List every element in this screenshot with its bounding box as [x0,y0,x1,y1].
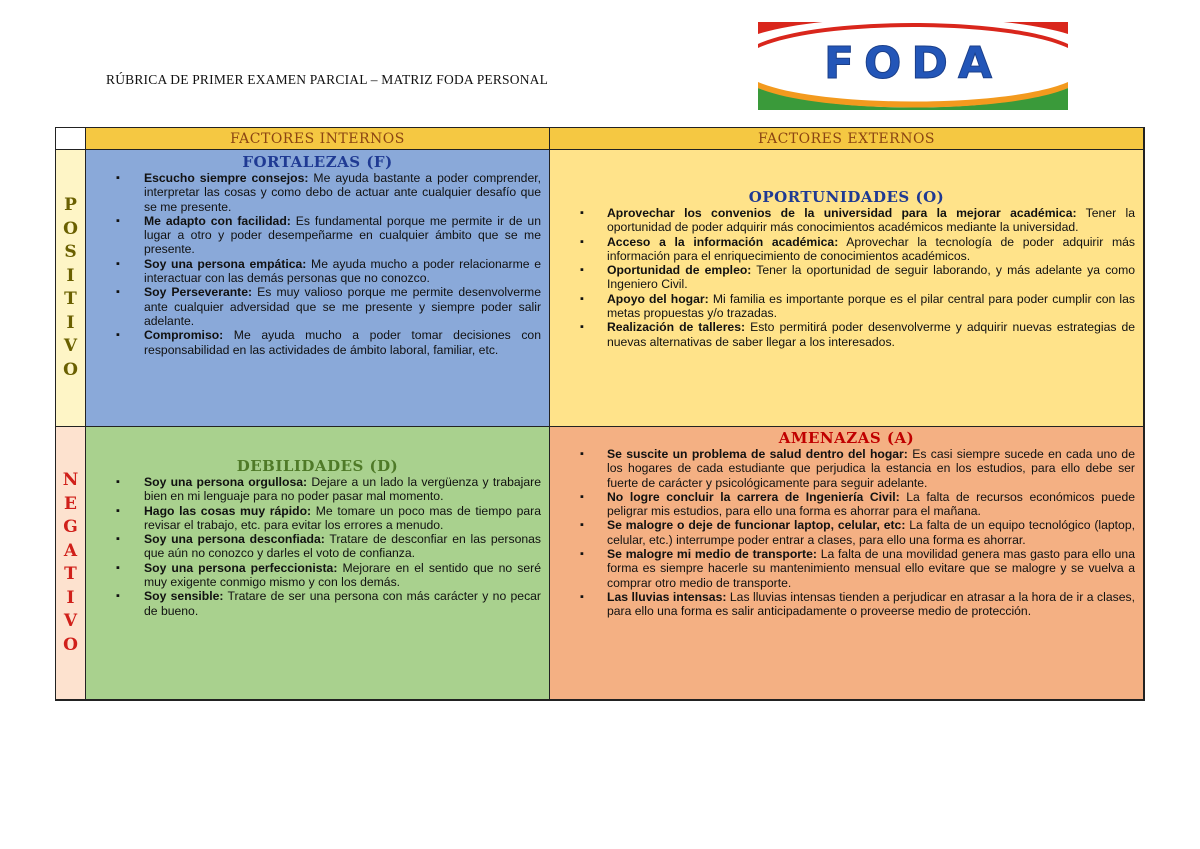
list-item: ▪ Apoyo del hogar: Mi familia es importante porque es el pilar central para poder cumplir con las metas propuestas y/o trazadas. [550,292,1135,321]
positive-letter: O [63,218,78,239]
list-item: ▪ Soy una persona empática: Me ayuda mucho a poder relacionarme e interactuar con las demás personas que no conozco. [86,257,541,286]
list-item: ▪ Aprovechar los convenios de la universidad para la mejorar académica: Tener la oportunidad de poder adquirir más conocimientos académicos mediante la universidad. [550,206,1135,235]
foda-matrix [55,127,1145,701]
negative-letter: V [63,611,78,631]
logo-text: FODA [823,38,1003,89]
fortalezas-quadrant [86,150,550,427]
list-item: ▪ Soy una persona perfeccionista: Mejorare en el sentido que no seré muy exigente conmigo mismo y con los demás. [86,561,541,590]
amenazas-list [550,447,1143,619]
list-item: ▪ Se malogre mi medio de transporte: La falta de una movilidad genera mas gasto para ello una forma es siempre hacerle su mantenimiento mensual ello evitare que se malogre y se vuelva a comprar otro medio de transporte. [550,547,1135,590]
foda-logo-graphic [758,22,1068,110]
fortalezas-list [86,171,549,357]
negative-letter: E [64,493,77,514]
matrix-corner [56,128,86,150]
list-item: ▪ Se suscite un problema de salud dentro del hogar: Es casi siempre sucede en cada uno de los hogares de cada estudiante que perjudica la estancia en los estudios, para ello debe ser fuerte de carácter y psicológicamente para seguir adelante. [550,447,1135,490]
list-item: ▪ Realización de talleres: Esto permitirá poder desenvolverme y adquirir nuevas estrategias de nuevas alternativas de saber llegar a los interesados. [550,320,1135,349]
negative-letter: I [66,587,75,608]
list-item: ▪ No logre concluir la carrera de Ingeniería Civil: La falta de recursos económicos puede peligrar mis estudios, para ello una forma es ahorrar para el mañana. [550,490,1135,519]
list-item: ▪ Las lluvias intensas: Las lluvias intensas tienden a perjudicar en atrasar a la hora de ir a clases, para ello una forma es salir anticipadamente o proveerse medio de protección. [550,590,1135,619]
amenazas-quadrant [550,427,1144,700]
negative-letter: A [63,540,78,561]
debilidades-title: DEBILIDADES (D) [236,457,399,475]
oportunidades-list [550,206,1143,349]
debilidades-list [86,475,549,618]
positive-letter: I [66,312,75,333]
list-item: ▪ Me adapto con facilidad: Es fundamental porque me permite ir de un lugar a otro y poder desempeñarme en cualquier ámbito que se me presente. [86,214,541,257]
list-item: ▪ Compromiso: Me ayuda mucho a poder tomar decisiones con responsabilidad en las actividades de ámbito laboral, familiar, etc. [86,328,541,357]
negative-letter: O [63,634,78,655]
header-internal-factors: FACTORES INTERNOS [86,128,550,150]
positive-letter: T [64,289,77,309]
list-item: ▪ Acceso a la información académica: Aprovechar la tecnología de poder adquirir más información para el enriquecimiento de conocimientos académicos. [550,235,1135,264]
list-item: ▪ Soy una persona desconfiada: Tratare de desconfiar en las personas que aún no conozco y darles el voto de confianza. [86,532,541,561]
amenazas-title: AMENAZAS (A) [778,429,915,447]
debilidades-quadrant [86,427,550,700]
list-item: ▪ Soy una persona orgullosa: Dejare a un lado la vergüenza y trabajare bien en mi lenguaje para no poder pasar mal momento. [86,475,541,504]
positive-letter: V [63,336,78,356]
foda-logo [758,22,1068,110]
negative-letter: N [62,470,79,490]
positive-letter: O [63,359,78,380]
negative-letter: G [63,517,78,537]
oportunidades-title: OPORTUNIDADES (O) [748,188,945,206]
list-item: ▪ Se malogre o deje de funcionar laptop, celular, etc: La falta de un equipo tecnológico (laptop, celular, etc.) interrumpe poder entrar a clases, para ello una forma es ahorrar. [550,518,1135,547]
header-external-factors: FACTORES EXTERNOS [550,128,1144,150]
positive-letter: S [64,242,77,262]
fortalezas-title: FORTALEZAS (F) [242,153,393,171]
document-title: RÚBRICA DE PRIMER EXAMEN PARCIAL – MATRIZ FODA PERSONAL [106,72,549,87]
list-item: ▪ Oportunidad de empleo: Tener la oportunidad de seguir laborando, y más adelante ya como Ingeniero Civil. [550,263,1135,292]
positive-letter: I [66,265,75,286]
list-item: ▪ Soy sensible: Tratare de ser una persona con más carácter y no pecar de bueno. [86,589,541,618]
positive-label [56,150,86,427]
list-item: ▪ Soy Perseverante: Es muy valioso porque me permite desenvolverme ante cualquier adversidad que se me presente y siempre poder salir adelante. [86,285,541,328]
negative-label [56,427,86,700]
list-item: ▪ Escucho siempre consejos: Me ayuda bastante a poder comprender, interpretar las cosas y como debo de actuar ante cualquier desafío que se me presente. [86,171,541,214]
negative-letter: T [64,564,77,584]
list-item: ▪ Hago las cosas muy rápido: Me tomare un poco mas de tiempo para revisar el trabajo, etc. para evitar los errores a menudo. [86,504,541,533]
positive-letter: P [64,195,77,215]
oportunidades-quadrant [550,150,1144,427]
